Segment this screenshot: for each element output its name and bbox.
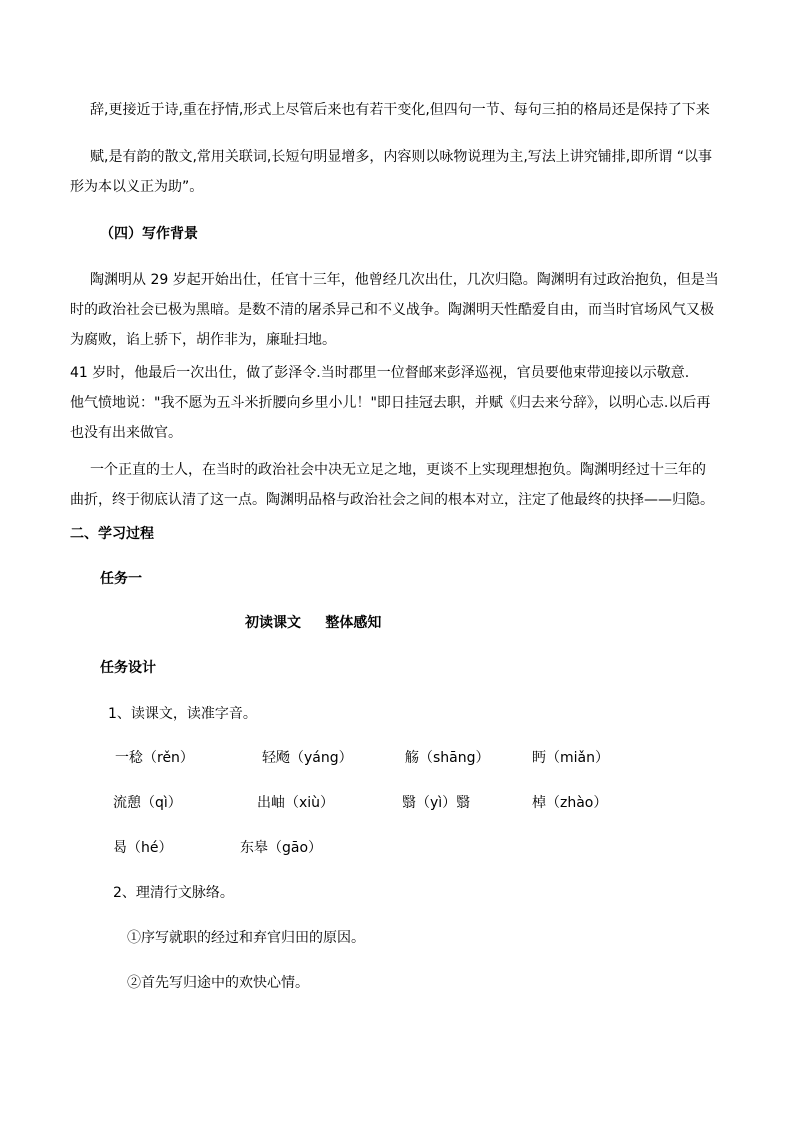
background-paragraph-3-line-1: 一个正直的士人，在当时的政治社会中决无立足之地，更谈不上实现理想抱负。陶渊明经过十三年的 xyxy=(90,462,706,478)
background-paragraph-3-line-2: 曲折，终于彻底认清了这一点。陶渊明品格与政治社会之间的根本对立，注定了他最终的抉择——归隐。 xyxy=(70,492,714,508)
background-paragraph-2-line-3: 也没有出来做官。 xyxy=(70,425,182,441)
background-paragraph-2-line-2: 他气愤地说："我不愿为五斗米折腰向乡里小儿！"即日挂冠去职，并赋《归去来兮辞》，以明心志.以后再 xyxy=(70,395,711,411)
question-2-point-2: ②首先写归途中的欢快心情。 xyxy=(127,975,309,991)
pinyin-item: 东皋（gāo） xyxy=(240,840,323,856)
section-heading-writing-background: （四）写作背景 xyxy=(100,226,198,242)
pinyin-item: 眄（miǎn） xyxy=(532,750,609,766)
section-heading-learning-process: 二、学习过程 xyxy=(70,526,154,542)
question-2: 2、理清行文脉络。 xyxy=(113,885,234,901)
pinyin-item: 棹（zhào） xyxy=(532,795,608,811)
question-1: 1、读课文，读准字音。 xyxy=(108,706,257,722)
pinyin-item: 一稔（rěn） xyxy=(115,750,194,766)
background-paragraph-1-line-1: 陶渊明从 29 岁起开始出仕，任官十三年，他曾经几次出仕，几次归隐。陶渊明有过政治抱负，但是当 xyxy=(90,272,719,288)
pinyin-item: 曷（hé） xyxy=(113,840,173,856)
task-design-label: 任务设计 xyxy=(100,660,156,676)
pinyin-item: 流憩（qì） xyxy=(113,795,182,811)
fu-description-line-1: 赋,是有韵的散文,常用关联词,长短句明显增多，内容则以咏物说理为主,写法上讲究铺排,即所谓 “以事 xyxy=(90,149,712,165)
ci-description-line: 辞,更接近于诗,重在抒情,形式上尽管后来也有若干变化,但四句一节、每句三拍的格局还是保持了下来 xyxy=(90,102,710,118)
background-paragraph-1-line-2: 时的政治社会已极为黑暗。是数不清的屠杀异己和不义战争。陶渊明天性酷爱自由，而当时官场风气又极 xyxy=(70,302,714,318)
pinyin-item: 翳（yì）翳 xyxy=(402,795,471,811)
pinyin-item: 觞（shāng） xyxy=(405,750,490,766)
background-paragraph-1-line-3: 为腐败，谄上骄下，胡作非为，廉耻扫地。 xyxy=(70,332,336,348)
fu-description-line-2: 形为本以义正为助”。 xyxy=(70,179,204,195)
pinyin-item: 出岫（xiù） xyxy=(257,795,335,811)
task-one-title: 初读课文 整体感知 xyxy=(245,615,382,631)
pinyin-item: 轻飏（yáng） xyxy=(262,750,353,766)
task-one-label: 任务一 xyxy=(100,571,142,587)
question-2-point-1: ①序写就职的经过和弃官归田的原因。 xyxy=(127,930,365,946)
background-paragraph-2-line-1: 41 岁时，他最后一次出仕，做了彭泽令.当时郡里一位督邮来彭泽巡视，官员要他束带迎接以示敬意. xyxy=(70,365,690,381)
